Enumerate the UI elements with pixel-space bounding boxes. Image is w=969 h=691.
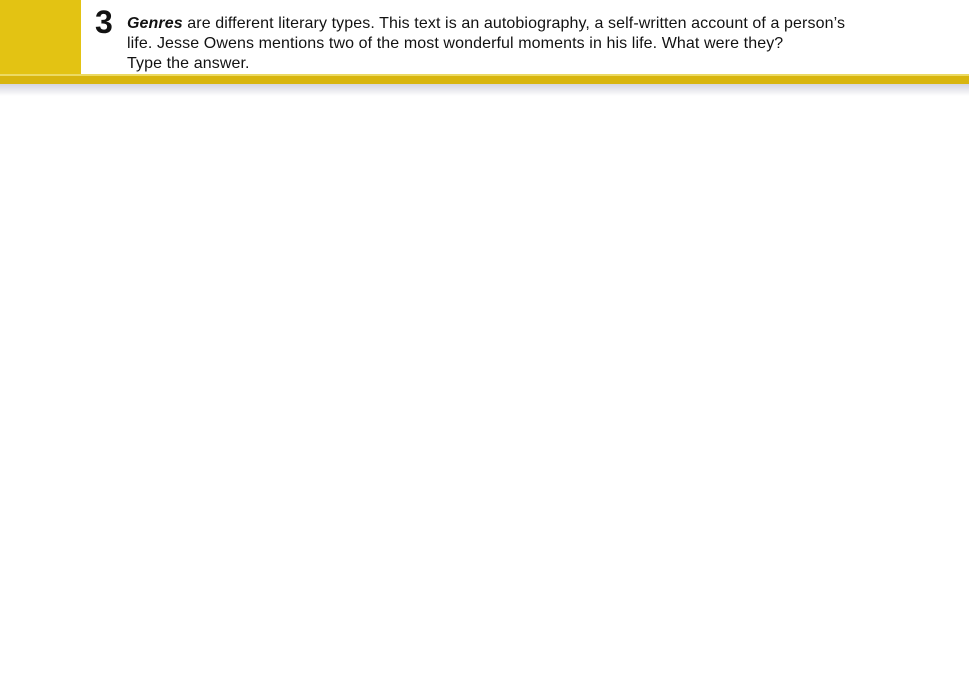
question-text xyxy=(127,14,942,74)
question-number: 3 xyxy=(95,4,113,40)
question-line-2: life. Jesse Owens mentions two of the most wonderful moments in his life. What were they? xyxy=(127,35,784,52)
divider-shadow xyxy=(0,84,969,96)
divider-bar xyxy=(0,74,969,96)
question-line-1-rest: are different literary types. This text is an autobiography, a self-written account of a person’s xyxy=(182,15,846,32)
corner-accent-square xyxy=(0,0,81,74)
genres-keyword: Genres xyxy=(127,15,183,32)
question-line-1 xyxy=(127,14,942,34)
question-instruction: Type the answer. xyxy=(127,55,250,72)
divider-gold-bar xyxy=(0,76,969,84)
